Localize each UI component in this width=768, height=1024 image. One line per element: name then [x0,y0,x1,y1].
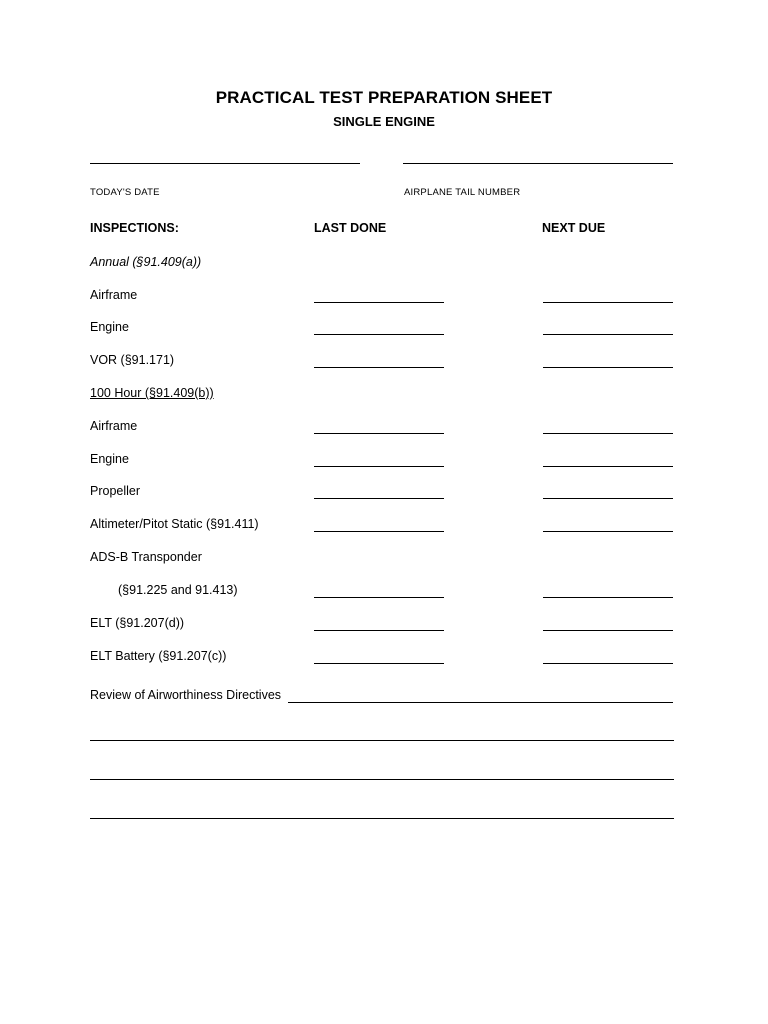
inspection-label: Engine [90,452,129,466]
inspection-row [0,583,768,603]
inspection-label: Airframe [90,419,138,433]
notes-line[interactable] [90,818,674,819]
next-due-header: NEXT DUE [542,221,606,235]
inspection-label: Annual (§91.409(a)) [90,255,202,269]
inspection-row [0,288,768,308]
inspection-row [0,616,768,636]
next-due-field[interactable] [543,597,673,598]
tail-number-line[interactable] [403,163,673,164]
last-done-field[interactable] [314,498,444,499]
airworthiness-directives-label: Review of Airworthiness Directives [90,688,282,702]
last-done-field[interactable] [314,334,444,335]
inspection-row [0,550,768,570]
last-done-field[interactable] [314,597,444,598]
notes-line[interactable] [90,740,674,741]
last-done-field[interactable] [314,302,444,303]
last-done-field[interactable] [314,466,444,467]
inspection-label: ELT (§91.207(d)) [90,616,185,630]
inspection-label: 100 Hour (§91.409(b)) [90,386,214,400]
next-due-field[interactable] [543,334,673,335]
todays-date-label: TODAY'S DATE [90,187,160,198]
next-due-field[interactable] [543,498,673,499]
tail-number-label: AIRPLANE TAIL NUMBER [404,187,521,198]
inspection-label: ADS-B Transponder [90,550,202,564]
inspection-row [0,419,768,439]
inspection-row [0,353,768,373]
inspection-label: (§91.225 and 91.413) [118,583,238,597]
inspection-label: VOR (§91.171) [90,353,175,367]
inspections-header: INSPECTIONS: [90,221,179,235]
inspection-row [0,452,768,472]
next-due-field[interactable] [543,466,673,467]
last-done-field[interactable] [314,367,444,368]
inspection-label: Propeller [90,484,141,498]
inspection-label: Airframe [90,288,138,302]
inspection-row [0,255,768,275]
next-due-field[interactable] [543,531,673,532]
inspection-row [0,484,768,504]
last-done-field[interactable] [314,531,444,532]
next-due-field[interactable] [543,630,673,631]
page-subtitle: SINGLE ENGINE [333,114,435,129]
last-done-field[interactable] [314,663,444,664]
next-due-field[interactable] [543,433,673,434]
inspection-label: ELT Battery (§91.207(c)) [90,649,227,663]
inspection-label: Engine [90,320,129,334]
next-due-field[interactable] [543,663,673,664]
last-done-field[interactable] [314,433,444,434]
todays-date-line[interactable] [90,163,360,164]
last-done-header: LAST DONE [314,221,387,235]
inspection-row [0,649,768,669]
inspection-row [0,386,768,406]
inspection-row [0,517,768,537]
inspection-row [0,320,768,340]
airworthiness-directives-line[interactable] [288,702,673,703]
next-due-field[interactable] [543,367,673,368]
notes-line[interactable] [90,779,674,780]
next-due-field[interactable] [543,302,673,303]
page-title: PRACTICAL TEST PREPARATION SHEET [215,88,553,107]
inspection-label: Altimeter/Pitot Static (§91.411) [90,517,259,531]
last-done-field[interactable] [314,630,444,631]
